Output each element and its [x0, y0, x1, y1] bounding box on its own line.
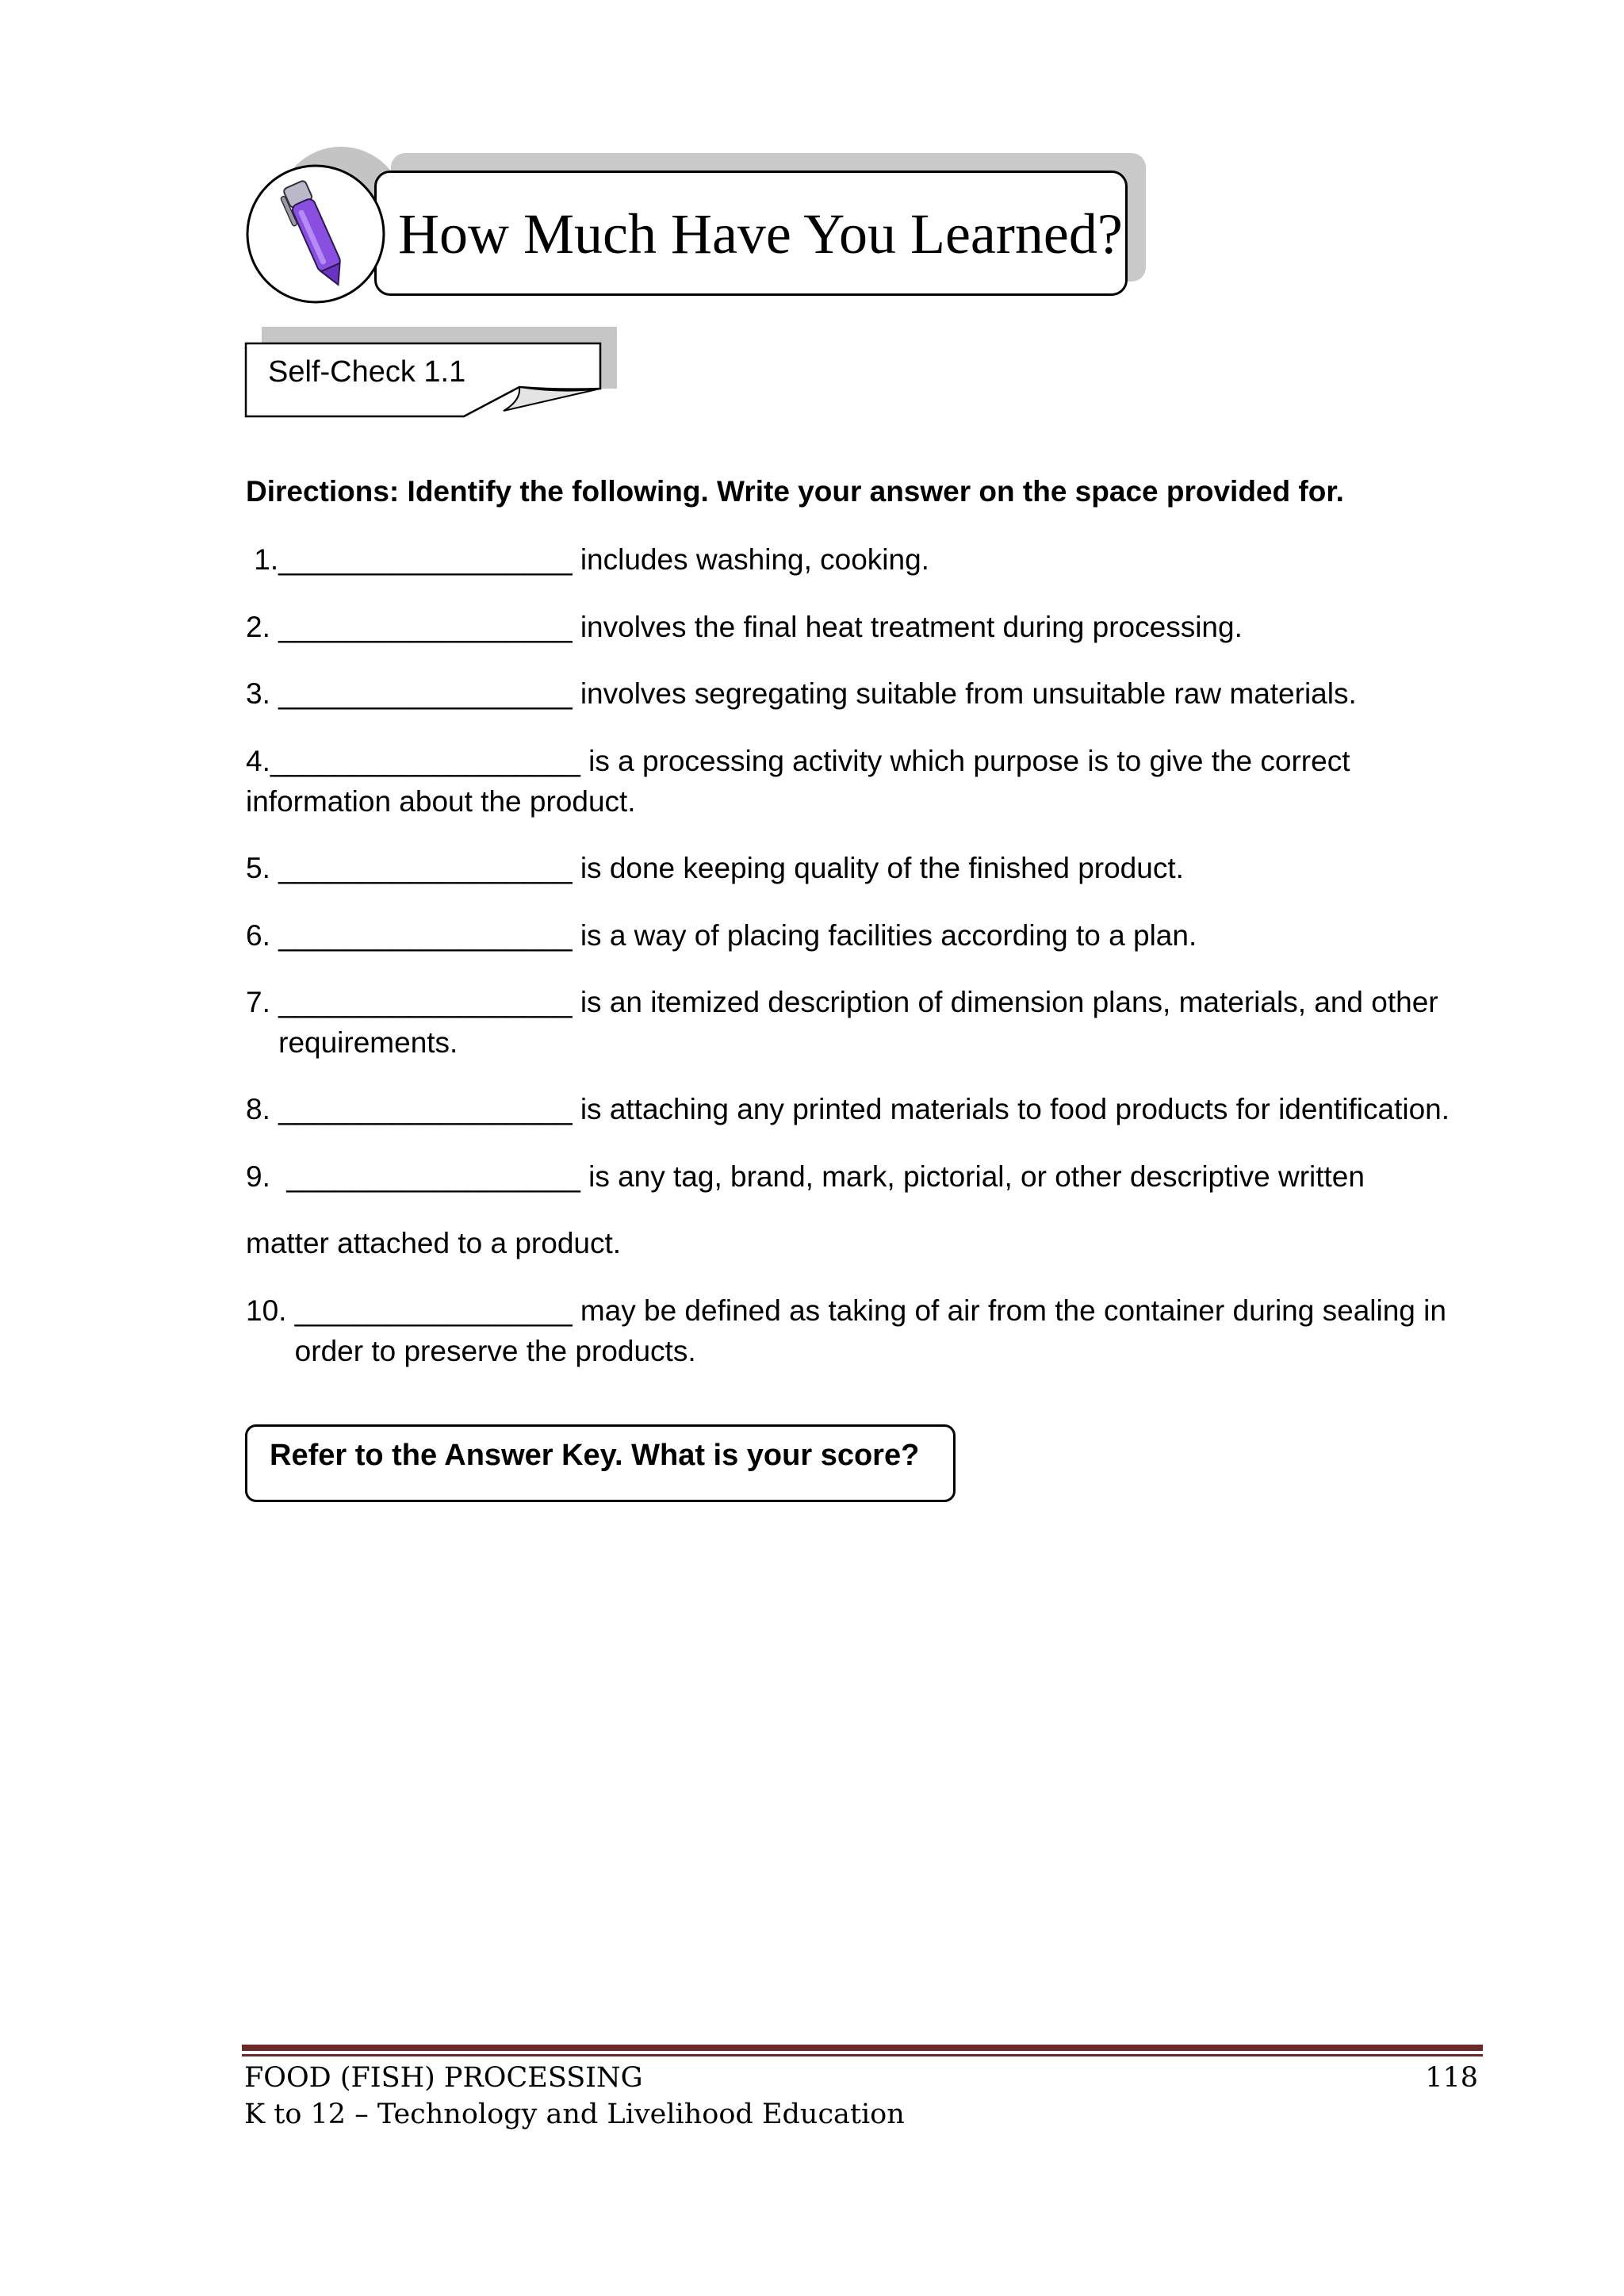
item-9-continued: matter attached to a product. — [246, 1227, 622, 1259]
item-7: 7. __________________ is an itemized description of dimension plans, materials, and other — [246, 986, 1438, 1018]
directions: Directions: Identify the following. Write your answer on the space provided for. — [246, 475, 1344, 508]
item-1: 1.__________________ includes washing, cooking. — [246, 543, 929, 576]
item-10: 10. _________________ may be defined as taking of air from the container during sealing in — [246, 1294, 1446, 1327]
footer-rule-thin — [242, 2054, 1483, 2056]
item-8: 8. __________________ is attaching any printed materials to food products for identification. — [246, 1093, 1450, 1125]
footer-program: K to 12 – Technology and Livelihood Education — [244, 2099, 905, 2130]
item-10-continued: order to preserve the products. — [246, 1335, 696, 1367]
item-5: 5. __________________ is done keeping quality of the finished product. — [246, 852, 1184, 884]
item-9: 9. __________________ is any tag, brand, mark, pictorial, or other descriptive written — [246, 1160, 1365, 1193]
item-3: 3. __________________ involves segregating suitable from unsuitable raw materials. — [246, 677, 1357, 710]
item-6: 6. __________________ is a way of placing facilities according to a plan. — [246, 919, 1197, 952]
footer-rule — [242, 2045, 1483, 2051]
pen-icon — [244, 163, 387, 305]
page-number: 118 — [1425, 2062, 1478, 2094]
page-title: How Much Have You Learned? — [398, 202, 1123, 266]
score-prompt: Refer to the Answer Key. What is your score? — [270, 1439, 920, 1472]
footer-subject: FOOD (FISH) PROCESSING — [244, 2062, 643, 2094]
item-2: 2. __________________ involves the final heat treatment during processing. — [246, 611, 1243, 643]
item-4: 4.___________________ is a processing activity which purpose is to give the correct — [246, 745, 1350, 777]
self-check-label: Self-Check 1.1 — [268, 355, 466, 389]
item-4-continued: information about the product. — [246, 785, 636, 818]
item-7-continued: requirements. — [246, 1026, 458, 1059]
